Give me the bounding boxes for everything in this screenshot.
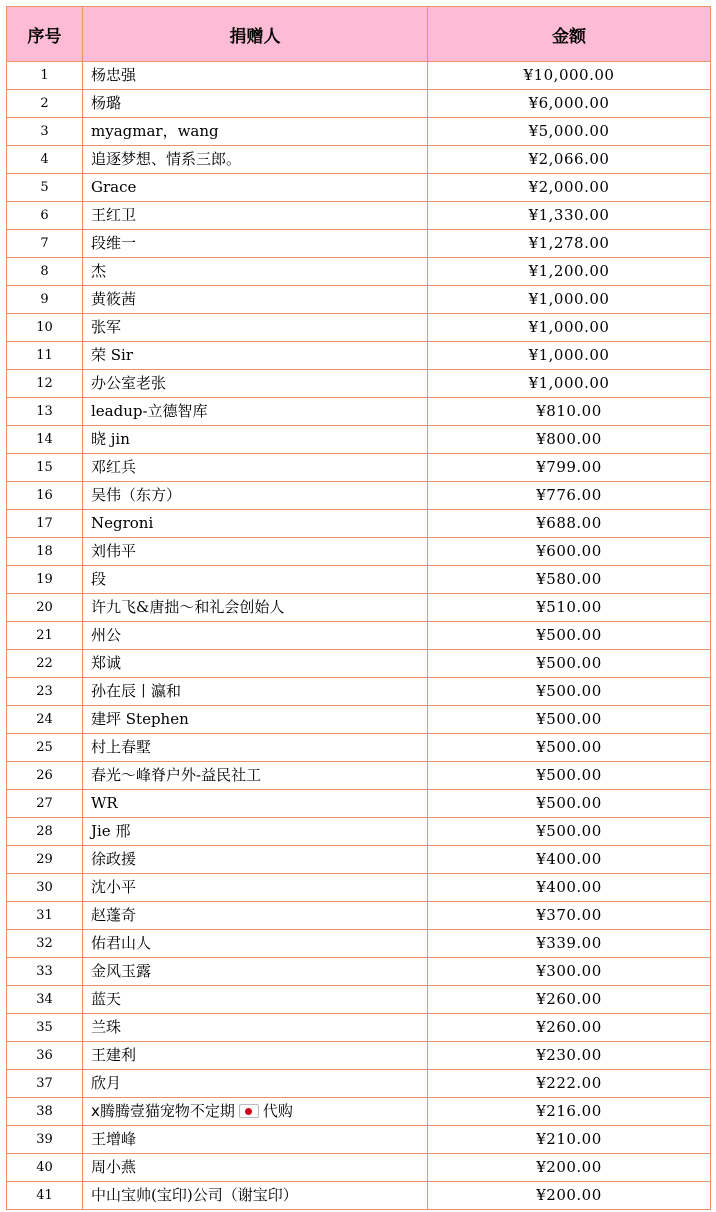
amount-cell: ¥500.00 [428, 650, 711, 678]
amount-cell: ¥200.00 [428, 1182, 711, 1210]
amount-cell: ¥1,000.00 [428, 286, 711, 314]
table-row [7, 426, 711, 454]
amount-cell: ¥400.00 [428, 874, 711, 902]
serial-number-cell: 6 [7, 202, 83, 230]
serial-number-cell: 19 [7, 566, 83, 594]
table-row [7, 958, 711, 986]
amount-cell: ¥370.00 [428, 902, 711, 930]
serial-number-cell: 12 [7, 370, 83, 398]
amount-cell: ¥500.00 [428, 706, 711, 734]
serial-number-cell: 37 [7, 1070, 83, 1098]
donor-cell: Negroni [83, 510, 428, 538]
table-row [7, 538, 711, 566]
donor-cell [83, 1098, 428, 1126]
serial-number-cell: 22 [7, 650, 83, 678]
table-row [7, 342, 711, 370]
table-row [7, 1070, 711, 1098]
serial-number-cell: 38 [7, 1098, 83, 1126]
donor-cell: 晓 jin [83, 426, 428, 454]
donor-cell: 欣月 [83, 1070, 428, 1098]
serial-number-cell: 32 [7, 930, 83, 958]
table-row [7, 482, 711, 510]
amount-cell: ¥260.00 [428, 1014, 711, 1042]
amount-cell: ¥1,000.00 [428, 342, 711, 370]
serial-number-cell: 7 [7, 230, 83, 258]
amount-cell: ¥260.00 [428, 986, 711, 1014]
serial-number-cell: 35 [7, 1014, 83, 1042]
serial-number-cell: 16 [7, 482, 83, 510]
table-row [7, 566, 711, 594]
table-row [7, 650, 711, 678]
table-row [7, 1014, 711, 1042]
table-row [7, 902, 711, 930]
table-row [7, 62, 711, 90]
donor-cell: 王建利 [83, 1042, 428, 1070]
donor-cell: 荣 Sir [83, 342, 428, 370]
table-body [7, 62, 711, 1210]
serial-number-cell: 30 [7, 874, 83, 902]
table-row [7, 370, 711, 398]
donation-table [6, 6, 711, 1210]
serial-number-cell: 14 [7, 426, 83, 454]
header-serial-number: 序号 [7, 7, 83, 62]
table-row [7, 1182, 711, 1210]
donor-cell: 段维一 [83, 230, 428, 258]
serial-number-cell: 11 [7, 342, 83, 370]
serial-number-cell: 18 [7, 538, 83, 566]
serial-number-cell: 4 [7, 146, 83, 174]
table-row [7, 1154, 711, 1182]
amount-cell: ¥222.00 [428, 1070, 711, 1098]
amount-cell: ¥800.00 [428, 426, 711, 454]
amount-cell: ¥500.00 [428, 678, 711, 706]
donor-cell: 蓝天 [83, 986, 428, 1014]
amount-cell: ¥230.00 [428, 1042, 711, 1070]
donor-cell: 郑诚 [83, 650, 428, 678]
amount-cell: ¥688.00 [428, 510, 711, 538]
donor-cell: 办公室老张 [83, 370, 428, 398]
header-donor: 捐赠人 [83, 7, 428, 62]
table-row [7, 678, 711, 706]
table-row [7, 230, 711, 258]
serial-number-cell: 34 [7, 986, 83, 1014]
serial-number-cell: 31 [7, 902, 83, 930]
table-row [7, 846, 711, 874]
donor-cell: 王红卫 [83, 202, 428, 230]
serial-number-cell: 3 [7, 118, 83, 146]
serial-number-cell: 41 [7, 1182, 83, 1210]
serial-number-cell: 28 [7, 818, 83, 846]
table-row [7, 594, 711, 622]
amount-cell: ¥2,066.00 [428, 146, 711, 174]
amount-cell: ¥500.00 [428, 734, 711, 762]
donor-name: x腾腾壹猫宠物不定期 [91, 1102, 235, 1120]
table-row [7, 174, 711, 202]
table-row [7, 314, 711, 342]
table-row [7, 818, 711, 846]
serial-number-cell: 23 [7, 678, 83, 706]
table-row [7, 510, 711, 538]
amount-cell: ¥1,000.00 [428, 314, 711, 342]
serial-number-cell: 13 [7, 398, 83, 426]
donor-cell: 邓红兵 [83, 454, 428, 482]
table-row [7, 762, 711, 790]
table-row [7, 1042, 711, 1070]
donor-cell: 追逐梦想、情系三郎。 [83, 146, 428, 174]
serial-number-cell: 21 [7, 622, 83, 650]
amount-cell: ¥5,000.00 [428, 118, 711, 146]
serial-number-cell: 29 [7, 846, 83, 874]
amount-cell: ¥500.00 [428, 762, 711, 790]
donor-cell: 杨璐 [83, 90, 428, 118]
serial-number-cell: 40 [7, 1154, 83, 1182]
amount-cell: ¥216.00 [428, 1098, 711, 1126]
donor-cell: 黄筱茜 [83, 286, 428, 314]
serial-number-cell: 10 [7, 314, 83, 342]
amount-cell: ¥200.00 [428, 1154, 711, 1182]
donor-cell: WR [83, 790, 428, 818]
serial-number-cell: 17 [7, 510, 83, 538]
table-row [7, 930, 711, 958]
amount-cell: ¥339.00 [428, 930, 711, 958]
amount-cell: ¥500.00 [428, 818, 711, 846]
amount-cell: ¥1,278.00 [428, 230, 711, 258]
table-row [7, 706, 711, 734]
table-row [7, 1098, 711, 1126]
header-row [7, 7, 711, 62]
donor-cell: 许九飞&唐拙～和礼会创始人 [83, 594, 428, 622]
donor-cell: 佑君山人 [83, 930, 428, 958]
donor-cell: 周小燕 [83, 1154, 428, 1182]
table-row [7, 622, 711, 650]
donor-cell: 州公 [83, 622, 428, 650]
serial-number-cell: 33 [7, 958, 83, 986]
serial-number-cell: 27 [7, 790, 83, 818]
table-row [7, 454, 711, 482]
donor-cell: 村上春墅 [83, 734, 428, 762]
donor-cell: 赵蓬奇 [83, 902, 428, 930]
amount-cell: ¥2,000.00 [428, 174, 711, 202]
donor-name-suffix: 代购 [262, 1102, 293, 1120]
donor-cell: 王增峰 [83, 1126, 428, 1154]
amount-cell: ¥500.00 [428, 790, 711, 818]
donor-cell: Grace [83, 174, 428, 202]
table-row [7, 874, 711, 902]
table-row [7, 790, 711, 818]
table-row [7, 118, 711, 146]
serial-number-cell: 8 [7, 258, 83, 286]
amount-cell: ¥580.00 [428, 566, 711, 594]
serial-number-cell: 9 [7, 286, 83, 314]
amount-cell: ¥1,330.00 [428, 202, 711, 230]
donor-cell: 徐政援 [83, 846, 428, 874]
amount-cell: ¥500.00 [428, 622, 711, 650]
amount-cell: ¥1,000.00 [428, 370, 711, 398]
donor-cell: 兰珠 [83, 1014, 428, 1042]
serial-number-cell: 15 [7, 454, 83, 482]
donor-cell: Jie 邢 [83, 818, 428, 846]
amount-cell: ¥776.00 [428, 482, 711, 510]
serial-number-cell: 24 [7, 706, 83, 734]
header-amount: 金额 [428, 7, 711, 62]
serial-number-cell: 39 [7, 1126, 83, 1154]
donor-cell: 沈小平 [83, 874, 428, 902]
donor-cell: 建坪 Stephen [83, 706, 428, 734]
donor-cell: myagmar，wang [83, 118, 428, 146]
donor-cell: 刘伟平 [83, 538, 428, 566]
donor-cell: 孙在辰丨瀛和 [83, 678, 428, 706]
japan-flag-icon [239, 1104, 259, 1118]
amount-cell: ¥799.00 [428, 454, 711, 482]
serial-number-cell: 1 [7, 62, 83, 90]
serial-number-cell: 20 [7, 594, 83, 622]
serial-number-cell: 36 [7, 1042, 83, 1070]
serial-number-cell: 5 [7, 174, 83, 202]
table-row [7, 986, 711, 1014]
donor-cell: leadup-立德智库 [83, 398, 428, 426]
amount-cell: ¥300.00 [428, 958, 711, 986]
donor-cell: 杰 [83, 258, 428, 286]
table-row [7, 734, 711, 762]
serial-number-cell: 26 [7, 762, 83, 790]
amount-cell: ¥210.00 [428, 1126, 711, 1154]
serial-number-cell: 2 [7, 90, 83, 118]
donor-cell: 春光～峰脊户外-益民社工 [83, 762, 428, 790]
amount-cell: ¥1,200.00 [428, 258, 711, 286]
donor-cell: 中山宝帅(宝印)公司（谢宝印） [83, 1182, 428, 1210]
serial-number-cell: 25 [7, 734, 83, 762]
table-row [7, 286, 711, 314]
table-header [7, 7, 711, 62]
amount-cell: ¥6,000.00 [428, 90, 711, 118]
donor-cell: 段 [83, 566, 428, 594]
table-row [7, 1126, 711, 1154]
table-row [7, 90, 711, 118]
amount-cell: ¥600.00 [428, 538, 711, 566]
amount-cell: ¥10,000.00 [428, 62, 711, 90]
amount-cell: ¥810.00 [428, 398, 711, 426]
amount-cell: ¥510.00 [428, 594, 711, 622]
table-row [7, 258, 711, 286]
table-row [7, 202, 711, 230]
amount-cell: ¥400.00 [428, 846, 711, 874]
donor-cell: 张军 [83, 314, 428, 342]
donor-cell: 杨忠强 [83, 62, 428, 90]
table-row [7, 146, 711, 174]
donor-cell: 吴伟（东方） [83, 482, 428, 510]
donor-cell: 金风玉露 [83, 958, 428, 986]
table-row [7, 398, 711, 426]
